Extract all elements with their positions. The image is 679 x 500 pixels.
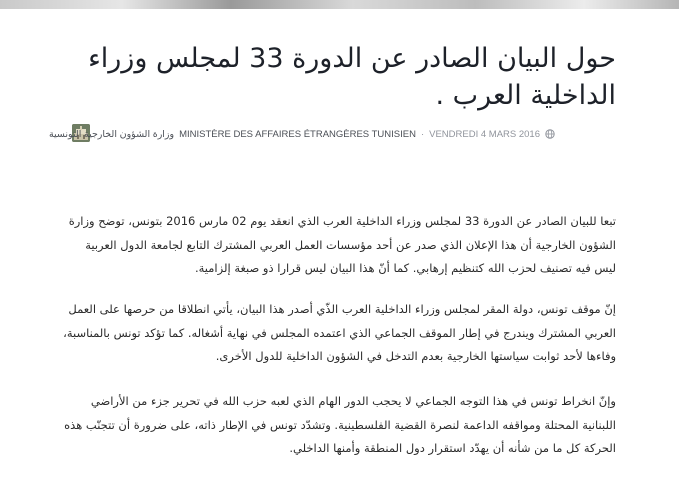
byline-separator: · (420, 128, 425, 140)
publish-date[interactable]: VENDREDI 4 MARS 2016 (429, 128, 540, 140)
article-byline (48, 124, 555, 144)
article-paragraph-2: إنّ موقف تونس، دولة المقر لمجلس وزراء الداخلية العرب الذّي أصدر هذا البيان، يأتي انطلاقا من حرصها على العمل العربي المشترك ويندرج في إطار الموقف الجماعي الذي اعتمده المجلس في نهاية أشغاله. كما تؤكد تونس بالمناسبة، وفاءها لأحد ثوابت سياستها الخارجية بعدم التدخل في الشؤون الداخلية للدول الأخرى. (63, 302, 616, 363)
author-name-french[interactable]: MINISTÈRE DES AFFAIRES ÉTRANGÈRES TUNISIEN (179, 128, 416, 140)
globe-icon[interactable] (545, 129, 555, 139)
author-name-arabic[interactable]: وزارة الشؤون الخارجية التونسية (48, 128, 175, 140)
article-title: حول البيان الصادر عن الدورة 33 لمجلس وزراء الداخلية العرب . (88, 43, 616, 111)
article-paragraph-1: تبعا للبيان الصادر عن الدورة 33 لمجلس وزراء الداخلية العرب الذي انعقد يوم 02 مارس 2016 بتونس، توضح وزارة الشؤون الخارجية أن هذا الإعلان الذي صدر عن أحد مؤسسات العمل العربي المشترك التابع لجامعة الدول العربية ليس فيه تصنيف لحزب الله كتنظيم إرهابي. كما أنّ هذا البيان ليس قرارا ذو صبغة إلزامية. (68, 214, 616, 275)
cover-photo-strip (0, 0, 679, 9)
article-paragraph-3: وإنّ انخراط تونس في هذا التوجه الجماعي لا يحجب الدور الهام الذي لعبه حزب الله في تحرير جزء من الأراضي اللبنانية المحتلة ومواقفه الداعمة لنصرة القضية الفلسطينية. وتشدّد تونس في الإطار ذاته، على ضرورة أن تتجنّب هذه الحركة كل ما من شأنه أن يهدّد استقرار دول المنطقة وأمنها الداخلي. (64, 394, 616, 455)
